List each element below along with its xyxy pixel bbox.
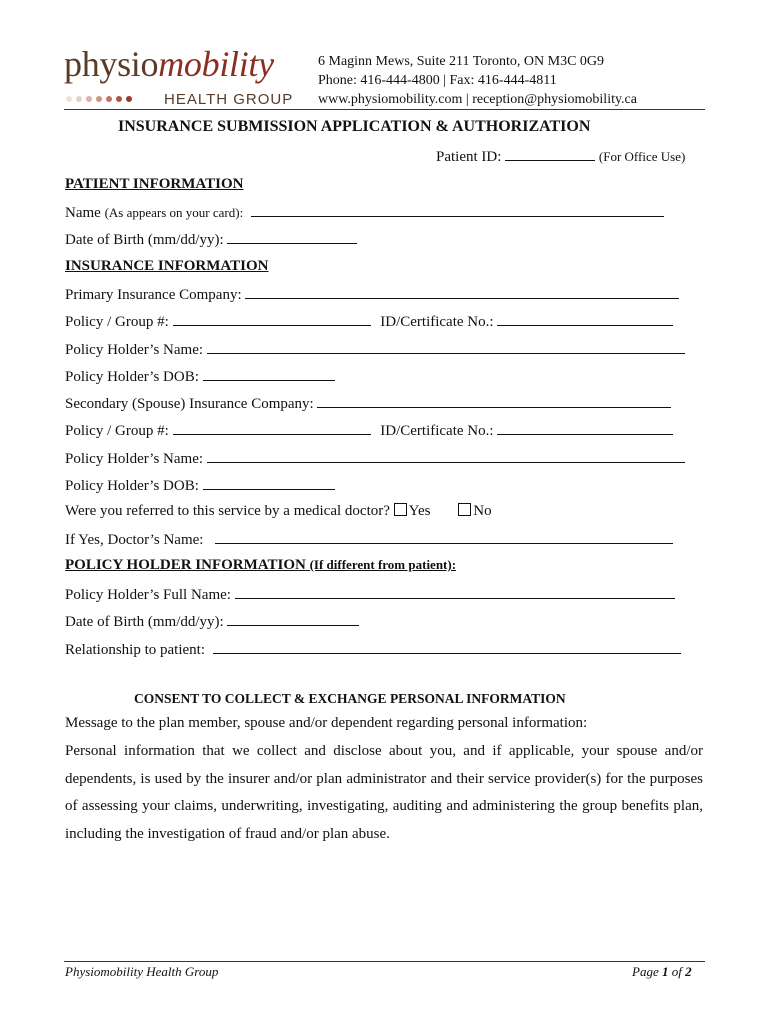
policy-holder-heading-note: (If different from patient):: [309, 557, 457, 572]
doctor-name-label: If Yes, Doctor’s Name:: [65, 532, 204, 548]
policy-holder-heading: [65, 557, 456, 574]
primary-holder-dob-field[interactable]: [203, 367, 335, 381]
logo-dot: [66, 96, 72, 102]
form-title: INSURANCE SUBMISSION APPLICATION & AUTHORIZATION: [118, 118, 591, 135]
header-rule: [64, 109, 705, 110]
of-word: of: [671, 964, 682, 979]
relationship-row: [65, 640, 681, 659]
logo-dot: [96, 96, 102, 102]
doctor-name-field[interactable]: [215, 530, 673, 544]
logo-wordmark: [64, 46, 274, 82]
holder-dob-label: Policy Holder’s DOB:: [65, 478, 199, 494]
secondary-holder-dob-field[interactable]: [203, 476, 335, 490]
consent-title: CONSENT TO COLLECT & EXCHANGE PERSONAL INFORMATION: [134, 691, 566, 706]
page-word: Page: [632, 964, 659, 979]
policy-group-label: Policy / Group #:: [65, 423, 169, 439]
logo-dot: [116, 96, 122, 102]
office-use-note: (For Office Use): [598, 149, 686, 164]
primary-company-row: [65, 285, 679, 304]
logo-dot: [126, 96, 132, 102]
referral-row: [65, 503, 492, 520]
primary-company-label: Primary Insurance Company:: [65, 287, 242, 303]
primary-policy-field[interactable]: [173, 312, 371, 326]
dob-field[interactable]: [227, 230, 357, 244]
holder-full-name-label: Policy Holder’s Full Name:: [65, 587, 231, 603]
holder-birth-label: Date of Birth (mm/dd/yy):: [65, 614, 224, 630]
patient-id-row: [436, 147, 685, 166]
patient-id-label: Patient ID:: [436, 149, 502, 165]
logo-dot: [106, 96, 112, 102]
page-number: 1: [661, 964, 669, 979]
logo-dot: [76, 96, 82, 102]
holder-name-label: Policy Holder’s Name:: [65, 451, 204, 467]
relationship-label: Relationship to patient:: [65, 642, 205, 658]
primary-holder-name-row: [65, 340, 685, 359]
primary-holder-name-field[interactable]: [207, 340, 685, 354]
logo-part-physio: physio: [64, 44, 159, 84]
secondary-holder-name-row: [65, 449, 685, 468]
primary-company-field[interactable]: [245, 285, 679, 299]
primary-holder-dob-row: [65, 367, 335, 386]
consent-body: Personal information that we collect and disclose about you, and if applicable, your spouse and/or dependents, is used by the insurer and/or plan administrator and their service provider(s) for the purposes of assessing your claims, underwriting, investigating, auditing and administering the group benefits plan, including the investigation of fraud and/or plan abuse.: [65, 743, 703, 842]
secondary-certificate-field[interactable]: [497, 421, 673, 435]
holder-dob-label: Policy Holder’s DOB:: [65, 369, 199, 385]
yes-checkbox[interactable]: [394, 503, 407, 516]
insurance-info-heading: INSURANCE INFORMATION: [65, 258, 269, 274]
relationship-field[interactable]: [213, 640, 681, 654]
no-checkbox[interactable]: [458, 503, 471, 516]
logo-dot: [86, 96, 92, 102]
patient-id-field[interactable]: [505, 147, 595, 161]
policy-holder-heading-text: POLICY HOLDER INFORMATION: [65, 557, 306, 573]
holder-birth-field[interactable]: [227, 612, 359, 626]
logo-part-mobility: mobility: [158, 44, 274, 84]
certificate-label: ID/Certificate No.:: [380, 314, 494, 330]
name-row: [65, 203, 664, 222]
page-total: 2: [685, 964, 692, 979]
footer-org: Physiomobility Health Group: [65, 964, 219, 979]
holder-birth-row: [65, 612, 359, 631]
holder-full-name-field[interactable]: [235, 585, 675, 599]
address-line: 6 Maginn Mews, Suite 211 Toronto, ON M3C 0G9: [318, 54, 605, 69]
name-note: (As appears on your card):: [104, 205, 244, 220]
referral-question: Were you referred to this service by a medical doctor?: [65, 503, 390, 519]
web-email-line: www.physiomobility.com | reception@physiomobility.ca: [318, 92, 637, 107]
contact-block: [318, 52, 637, 109]
certificate-label: ID/Certificate No.:: [380, 423, 494, 439]
logo-dots: [66, 96, 132, 102]
secondary-policy-row: [65, 421, 673, 440]
policy-group-label: Policy / Group #:: [65, 314, 169, 330]
secondary-holder-name-field[interactable]: [207, 449, 685, 463]
secondary-holder-dob-row: [65, 476, 335, 495]
name-label: Name: [65, 205, 101, 221]
dob-label: Date of Birth (mm/dd/yy):: [65, 232, 224, 248]
secondary-policy-field[interactable]: [173, 421, 371, 435]
logo-subtitle: HEALTH GROUP: [164, 91, 294, 108]
secondary-company-label: Secondary (Spouse) Insurance Company:: [65, 396, 314, 412]
holder-name-label: Policy Holder’s Name:: [65, 342, 204, 358]
secondary-company-field[interactable]: [317, 394, 671, 408]
page-indicator: [632, 964, 692, 980]
yes-label: Yes: [408, 503, 431, 519]
doctor-name-row: [65, 530, 673, 549]
footer-rule: [64, 961, 705, 962]
dob-row: [65, 230, 357, 249]
consent-intro: Message to the plan member, spouse and/or dependent regarding personal information:: [65, 715, 588, 731]
name-field[interactable]: [251, 203, 664, 217]
phone-fax-line: Phone: 416-444-4800 | Fax: 416-444-4811: [318, 73, 557, 88]
patient-info-heading: PATIENT INFORMATION: [65, 176, 244, 192]
no-label: No: [473, 503, 492, 519]
secondary-company-row: [65, 394, 671, 413]
primary-policy-row: [65, 312, 673, 331]
primary-certificate-field[interactable]: [497, 312, 673, 326]
holder-full-name-row: [65, 585, 675, 604]
